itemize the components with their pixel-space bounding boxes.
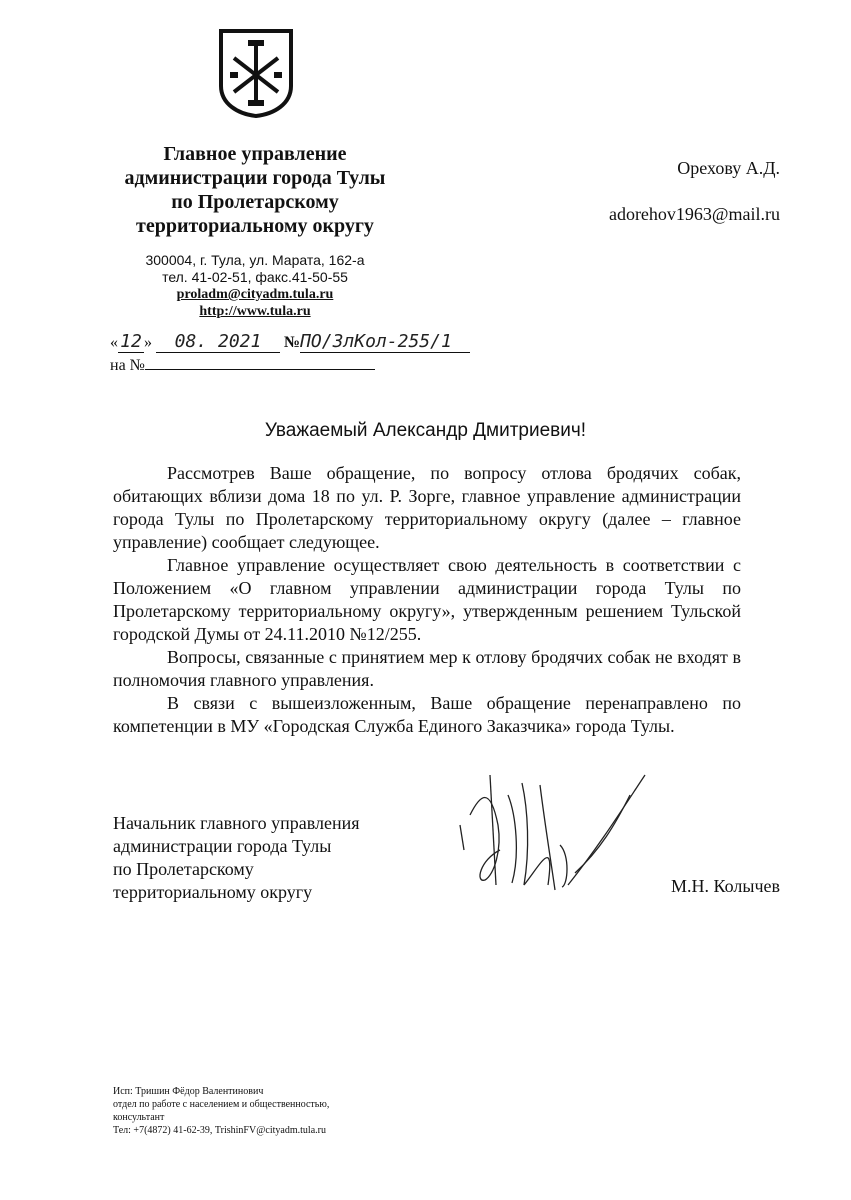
reply-number-blank (145, 353, 375, 370)
recipient-email: adorehov1963@mail.ru (608, 204, 780, 224)
sender-email-link[interactable]: proladm@cityadm.tula.ru (176, 287, 334, 302)
signatory-title-line: территориальному округу (113, 882, 313, 902)
outgoing-number: ПО/ЗлКол-255/1 (300, 332, 470, 353)
outgoing-date-number (110, 332, 510, 353)
signatory-name: М.Н. Колычев (671, 876, 780, 896)
body-paragraph: В связи с вышеизложенным, Ваше обращение перенаправлено по компетенции в МУ «Городская Служба Единого Заказчика» города Тулы. (113, 693, 741, 736)
date-close-quote: » (144, 334, 152, 351)
sender-site-link[interactable]: http://www.tula.ru (199, 304, 311, 319)
recipient-block (560, 156, 780, 226)
sender-phones: тел. 41-02-51, факс.41-50-55 (162, 269, 348, 285)
sender-contacts (100, 252, 410, 320)
outgoing-reference (110, 332, 510, 376)
date-day: 12 (118, 332, 144, 353)
date-open-quote: « (110, 334, 118, 351)
body-paragraph: Главное управление осуществляет свою деятельность в соответствии с Положением «О главном управлении администрации города Тулы по Пролетарскому территориальному округу», утвержденным решением Тульской городской Думы от 24.11.2010 №12/255. (113, 555, 741, 644)
signatory-title (113, 812, 433, 904)
executor-line: консультант (113, 1112, 165, 1123)
greeting: Уважаемый Александр Дмитриевич! (264, 420, 587, 441)
body-paragraph: Вопросы, связанные с принятием мер к отлову бродячих собак не входят в полномочия главного управления. (113, 647, 741, 690)
letter-body (113, 462, 741, 738)
org-line: Главное управление (163, 143, 347, 165)
executor-line: Исп: Тришин Фёдор Валентинович (113, 1086, 264, 1097)
number-sign: № (284, 334, 301, 351)
date-month-year: 08. 2021 (156, 332, 280, 353)
tula-coat-of-arms-icon (218, 28, 294, 118)
signatory-title-line: Начальник главного управления (113, 813, 360, 833)
signatory-title-line: по Пролетарскому (113, 859, 254, 879)
recipient-name: Орехову А.Д. (677, 158, 780, 178)
sender-address: 300004, г. Тула, ул. Марата, 162-а (145, 252, 365, 268)
executor-info (113, 1085, 443, 1137)
sender-organization (100, 142, 410, 238)
org-line: территориальному округу (136, 215, 374, 237)
signatory-title-line: администрации города Тулы (113, 836, 332, 856)
org-line: администрации города Тулы (124, 167, 386, 189)
executor-line: отдел по работе с населением и общественностью, (113, 1099, 330, 1110)
executor-line: Тел: +7(4872) 41-62-39, TrishinFV@cityadm.tula.ru (113, 1125, 326, 1136)
reply-label: на № (110, 357, 145, 374)
body-paragraph: Рассмотрев Ваше обращение, по вопросу отлова бродячих собак, обитающих вблизи дома 18 по ул. Р. Зорге, главное управление администрации города Тулы по Пролетарскому территориальному округу (далее – главное управление) сообщает следующее. (113, 463, 741, 552)
org-line: по Пролетарскому (171, 191, 339, 213)
reply-to-line (110, 353, 510, 376)
